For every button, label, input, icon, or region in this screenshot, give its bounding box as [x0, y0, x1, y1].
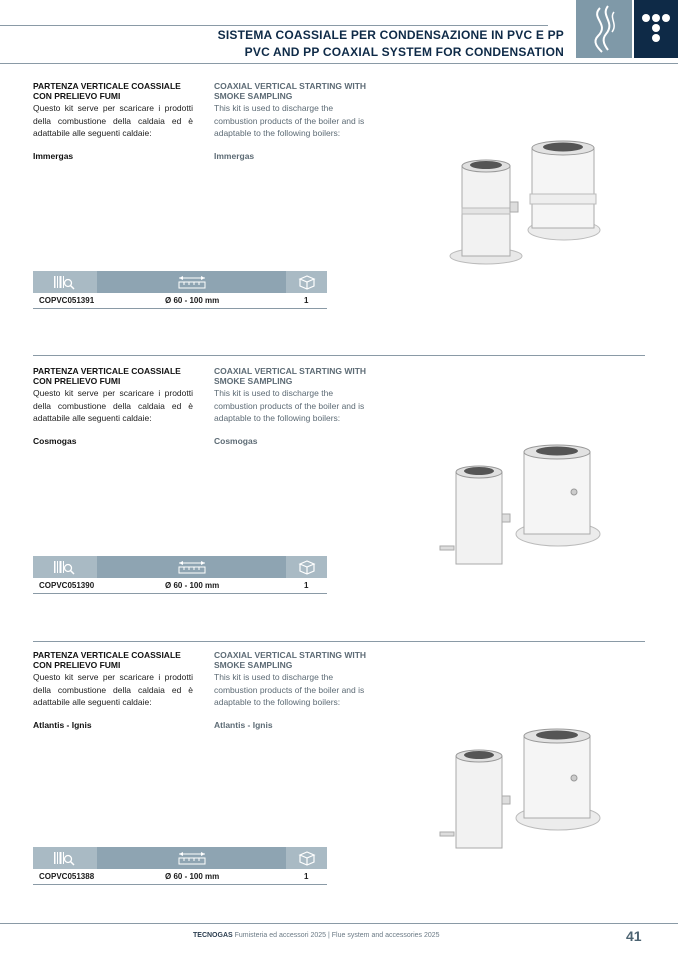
- product-code: COPVC051388: [39, 872, 95, 881]
- boiler-brand-en: Atlantis - Ignis: [214, 719, 273, 730]
- header-icon-box: [576, 0, 632, 58]
- product-image-3: [438, 726, 604, 856]
- product-code: COPVC051390: [39, 581, 95, 590]
- box-icon: [298, 274, 316, 290]
- description-it: [33, 366, 193, 446]
- boiler-brand-it: Atlantis - Ignis: [33, 719, 92, 730]
- product-heading-en: COAXIAL VERTICAL STARTING WITH SMOKE SAMPLING: [214, 650, 367, 670]
- boiler-brand-it: Immergas: [33, 150, 74, 161]
- product-desc-en: This kit is used to discharge the combustion products of the boiler and is adaptable to the following boilers:: [214, 388, 365, 423]
- boiler-brand-en: Immergas: [214, 150, 255, 161]
- box-icon: [298, 850, 316, 866]
- page-number: 41: [626, 928, 642, 944]
- tecnogas-logo-icon: [634, 0, 678, 58]
- smoke-swirl-icon: [576, 0, 632, 58]
- barcode-search-icon: [53, 559, 75, 575]
- boiler-brand-it: Cosmogas: [33, 435, 77, 446]
- section-divider: [33, 641, 645, 642]
- description-en: [214, 650, 374, 730]
- product-desc-en: This kit is used to discharge the combustion products of the boiler and is adaptable to the following boilers:: [214, 672, 365, 707]
- footer-text: [193, 932, 440, 939]
- table-header: [33, 556, 327, 578]
- ruler-icon: [177, 850, 207, 866]
- product-qty: 1: [304, 581, 309, 590]
- boiler-brand-en: Cosmogas: [214, 435, 258, 446]
- footer-rule: [0, 923, 678, 924]
- section-divider: [33, 355, 645, 356]
- ruler-icon: [177, 274, 207, 290]
- table-row: [33, 293, 327, 309]
- description-it: [33, 650, 193, 730]
- page-title-en: PVC AND PP COAXIAL SYSTEM FOR CONDENSATION: [244, 45, 564, 59]
- product-desc-en: This kit is used to discharge the combustion products of the boiler and is adaptable to the following boilers:: [214, 103, 365, 138]
- footer-caption: Fumisteria ed accessori 2025 | Flue system and accessories 2025: [234, 932, 440, 939]
- product-desc-it: Questo kit serve per scaricare i prodotti della combustione della caldaia ed è adattabile alle seguenti caldaie:: [33, 388, 193, 423]
- product-heading-it: PARTENZA VERTICALE COASSIALE CON PRELIEVO FUMI: [33, 81, 181, 101]
- header-rule-bottom: [0, 63, 678, 64]
- product-size: Ø 60 - 100 mm: [165, 581, 220, 590]
- barcode-search-icon: [53, 850, 75, 866]
- product-heading-en: COAXIAL VERTICAL STARTING WITH SMOKE SAMPLING: [214, 366, 367, 386]
- product-code: COPVC051391: [39, 296, 95, 305]
- product-table: [33, 847, 327, 885]
- product-desc-it: Questo kit serve per scaricare i prodotti della combustione della caldaia ed è adattabile alle seguenti caldaie:: [33, 672, 193, 707]
- table-header: [33, 847, 327, 869]
- product-size: Ø 60 - 100 mm: [165, 872, 220, 881]
- description-en: [214, 366, 374, 446]
- product-desc-it: Questo kit serve per scaricare i prodotti della combustione della caldaia ed è adattabile alle seguenti caldaie:: [33, 103, 193, 138]
- product-qty: 1: [304, 872, 309, 881]
- product-image-2: [438, 442, 604, 572]
- box-icon: [298, 559, 316, 575]
- product-image-1: [440, 138, 610, 273]
- header-logo-box: [634, 0, 678, 58]
- product-table: [33, 271, 327, 309]
- page-title-it: SISTEMA COASSIALE PER CONDENSAZIONE IN PVC E PP: [217, 28, 564, 42]
- ruler-icon: [177, 559, 207, 575]
- header-rule: [0, 25, 548, 26]
- product-size: Ø 60 - 100 mm: [165, 296, 220, 305]
- footer-brand: TECNOGAS: [193, 932, 233, 939]
- table-row: [33, 869, 327, 885]
- table-row: [33, 578, 327, 594]
- description-en: [214, 81, 374, 161]
- product-heading-it: PARTENZA VERTICALE COASSIALE CON PRELIEVO FUMI: [33, 650, 181, 670]
- table-header: [33, 271, 327, 293]
- product-qty: 1: [304, 296, 309, 305]
- product-heading-en: COAXIAL VERTICAL STARTING WITH SMOKE SAMPLING: [214, 81, 367, 101]
- description-it: [33, 81, 193, 161]
- product-table: [33, 556, 327, 594]
- barcode-search-icon: [53, 274, 75, 290]
- product-heading-it: PARTENZA VERTICALE COASSIALE CON PRELIEVO FUMI: [33, 366, 181, 386]
